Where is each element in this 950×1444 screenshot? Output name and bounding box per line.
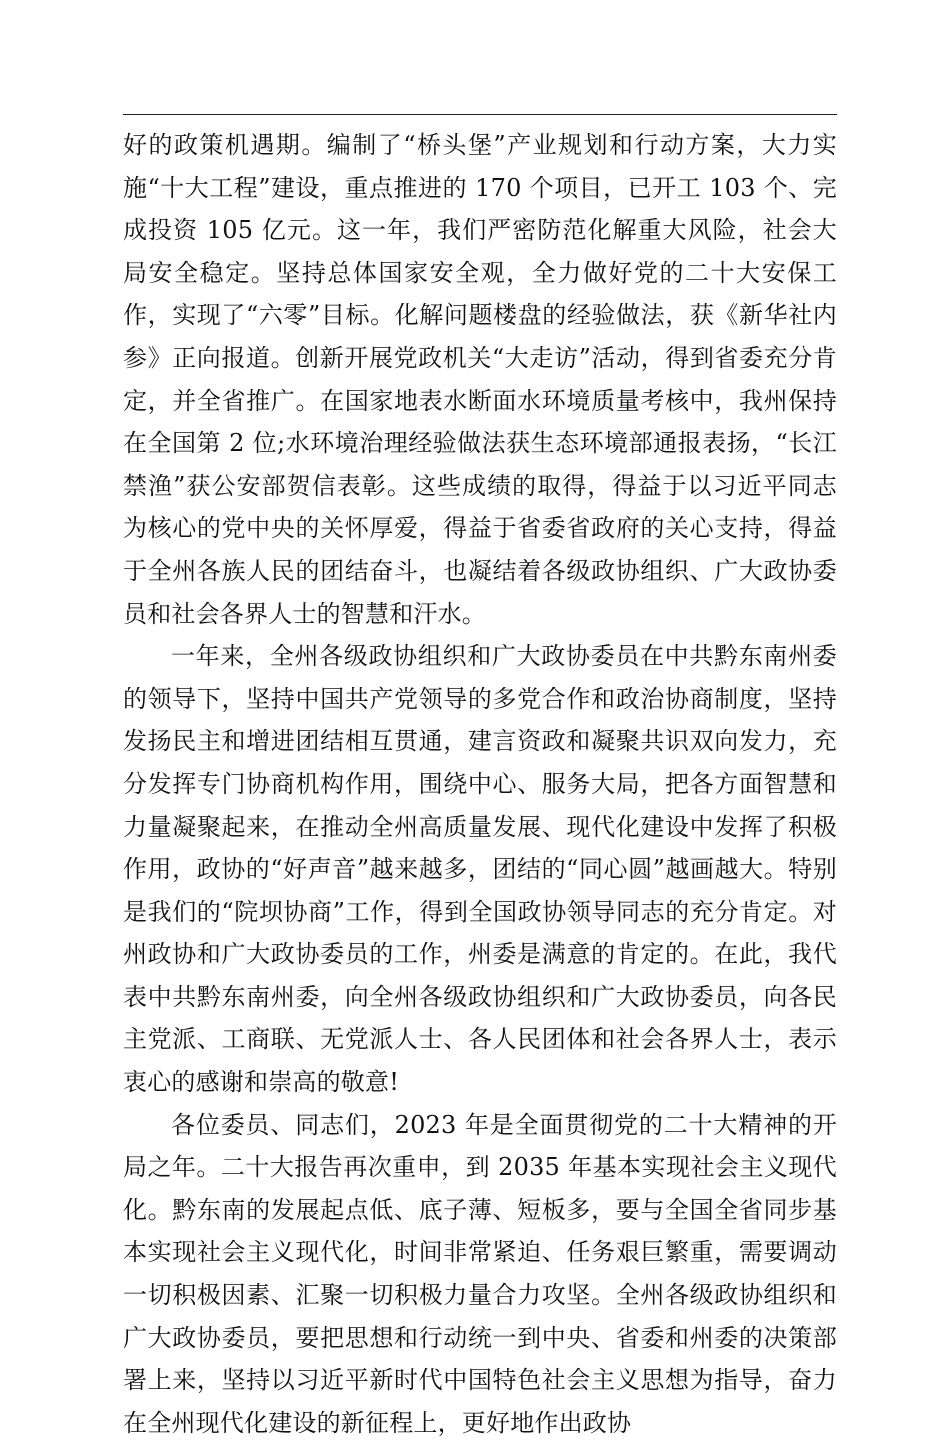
paragraph-1: 好的政策机遇期。编制了“桥头堡”产业规划和行动方案，大力实施“十大工程”建设，重点推进的 170 个项目，已开工 103 个、完成投资 105 亿元。这一年，我们严密防范化解重大风险，社会大局安全稳定。坚持总体国家安全观，全力做好党的二十大安保工作，实现了“六零”目标。化解问题楼盘的经验做法，获《新华社内参》正向报道。创新开展党政机关“大走访”活动，得到省委充分肯定，并全省推广。在国家地表水断面水环境质量考核中，我州保持在全国第 2 位;水环境治理经验做法获生态环境部通报表扬，“长江禁渔”获公安部贺信表彰。这些成绩的取得，得益于以习近平同志为核心的党中央的关怀厚爱，得益于省委省政府的关心支持，得益于全州各族人民的团结奋斗，也凝结着各级政协组织、广大政协委员和社会各界人士的智慧和汗水。 bbox=[123, 131, 837, 628]
paragraph-2: 一年来，全州各级政协组织和广大政协委员在中共黔东南州委的领导下，坚持中国共产党领导的多党合作和政治协商制度，坚持发扬民主和增进团结相互贯通，建言资政和凝聚共识双向发力，充分发挥专门协商机构作用，围绕中心、服务大局，把各方面智慧和力量凝聚起来，在推动全州高质量发展、现代化建设中发挥了积极作用，政协的“好声音”越来越多，团结的“同心圆”越画越大。特别是我们的“院坝协商”工作，得到全国政协领导同志的充分肯定。对州政协和广大政协委员的工作，州委是满意的肯定的。在此，我代表中共黔东南州委，向全州各级政协组织和广大政协委员，向各民主党派、工商联、无党派人士、各人民团体和社会各界人士，表示衷心的感谢和崇高的敬意! bbox=[123, 642, 837, 1097]
document-body bbox=[123, 124, 837, 1444]
paragraph-3: 各位委员、同志们，2023 年是全面贯彻党的二十大精神的开局之年。二十大报告再次重申，到 2035 年基本实现社会主义现代化。黔东南的发展起点低、底子薄、短板多，要与全国全省同步基本实现社会主义现代化，时间非常紧迫、任务艰巨繁重，需要调动一切积极因素、汇聚一切积极力量合力攻坚。全州各级政协组织和广大政协委员，要把思想和行动统一到中央、省委和州委的决策部署上来，坚持以习近平新时代中国特色社会主义思想为指导，奋力在全州现代化建设的新征程上，更好地作出政协 bbox=[123, 1110, 837, 1437]
header-rule bbox=[123, 114, 837, 115]
